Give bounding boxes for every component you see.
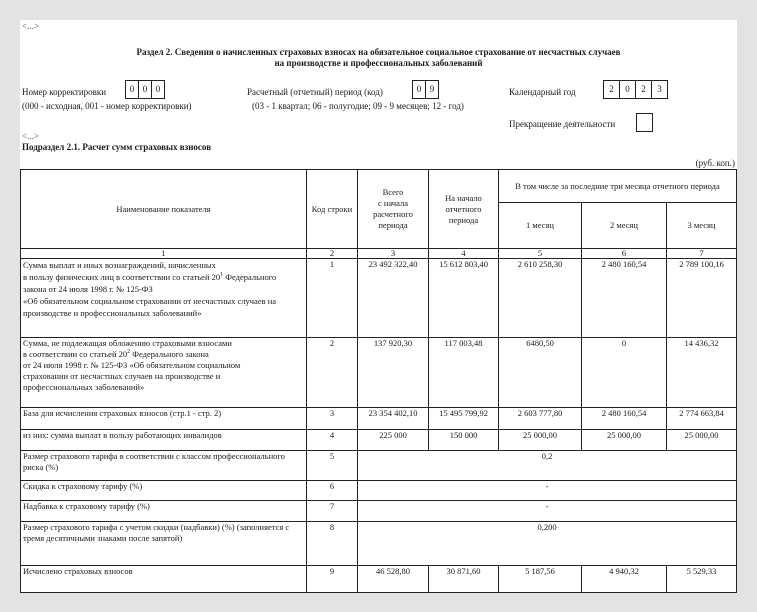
contributions-table [20,169,737,593]
row-9-month-3[interactable]: 5 529,33 [667,566,737,593]
row-2-total[interactable]: 137 920,30 [358,338,429,408]
period-label: Расчетный (отчетный) период (код) [247,87,383,97]
row-5-value[interactable]: 0,2 [358,451,737,481]
row-2-month-2[interactable]: 0 [582,338,667,408]
row-3-month-2[interactable]: 2 480 160,54 [582,408,667,430]
year-digit-1[interactable]: 2 [604,81,620,98]
correction-number-field[interactable] [125,80,165,99]
row-3-name: База для исчисления страховых взносов (стр.1 - стр. 2) [21,408,307,430]
year-digit-3[interactable]: 2 [636,81,652,98]
termination-label: Прекращение деятельности [509,119,616,129]
row-3-month-3[interactable]: 2 774 663,84 [667,408,737,430]
row-3-code: 3 [307,408,358,430]
correction-digit-3[interactable]: 0 [155,84,161,94]
section-title-line2: на производстве и профессиональных заболеваний [274,58,483,68]
row-1-code: 1 [307,259,358,338]
header-month-3: 3 месяц [667,203,737,249]
row-1-month-1[interactable]: 2 610 258,30 [499,259,582,338]
row-9-name: Исчислено страховых взносов [21,566,307,593]
row-4-code: 4 [307,430,358,451]
year-digit-4[interactable]: 3 [657,84,662,94]
header-total: Всего с начала расчетного периода [358,170,429,249]
row-4-month-2[interactable]: 25 000,00 [582,430,667,451]
row-3-total[interactable]: 23 354 402,10 [358,408,429,430]
header-name: Наименование показателя [21,170,307,249]
correction-digit-1[interactable]: 0 [126,81,139,98]
table-row [21,259,737,338]
row-7-code: 7 [307,501,358,522]
header-row-1 [21,170,737,203]
row-6-name: Скидка к страховому тарифу (%) [21,481,307,501]
row-4-month-3[interactable]: 25 000,00 [667,430,737,451]
subsection-title: Подраздел 2.1. Расчет сумм страховых взносов [22,142,212,152]
row-2-start[interactable]: 117 003,48 [429,338,499,408]
table-row [21,408,737,430]
row-1-start[interactable]: 15 612 803,40 [429,259,499,338]
section-title-line1: Раздел 2. Сведения о начисленных страховых взносах на обязательное социальное страхование от несчастных случаев [136,47,621,57]
table-row [21,430,737,451]
row-1-month-3[interactable]: 2 789 100,16 [667,259,737,338]
row-3-start[interactable]: 15 495 799,92 [429,408,499,430]
table-row [21,566,737,593]
header-period-start: На начало отчетного периода [429,170,499,249]
row-4-start[interactable]: 150 000 [429,430,499,451]
correction-hint: (000 - исходная, 001 - номер корректировки) [22,101,192,111]
form-sheet [20,20,737,592]
row-1-name: Сумма выплат и иных вознаграждений, начисленных в пользу физических лиц в соответствии со статьей $20^1$ Федерального закона от 24 июля 1998 г. № 125-ФЗ «Об обязательном социальном страховании от несчастных случаев на производстве и профессиональных заболеваний» [21,259,307,338]
row-3-month-1[interactable]: 2 603 777,80 [499,408,582,430]
mid-ellipsis: <...> [22,131,39,141]
termination-checkbox[interactable] [636,113,653,132]
row-2-month-1[interactable]: 6480,50 [499,338,582,408]
calendar-year-field[interactable] [603,80,668,99]
row-7-value[interactable]: - [358,501,737,522]
row-8-code: 8 [307,522,358,566]
year-digit-2[interactable]: 0 [620,81,636,98]
table-row [21,501,737,522]
row-1-total[interactable]: 23 492 322,40 [358,259,429,338]
row-4-month-1[interactable]: 25 000,00 [499,430,582,451]
row-8-value[interactable]: 0,200 [358,522,737,566]
row-6-value[interactable]: - [358,481,737,501]
row-1-month-2[interactable]: 2 480 160,54 [582,259,667,338]
row-7-name: Надбавка к страховому тарифу (%) [21,501,307,522]
correction-label: Номер корректировки [22,87,107,97]
row-4-name: из них: сумма выплат в пользу работающих инвалидов [21,430,307,451]
table-row [21,338,737,408]
period-digit-1[interactable]: 0 [413,81,426,98]
row-9-month-1[interactable]: 5 187,56 [499,566,582,593]
row-2-month-3[interactable]: 14 436,32 [667,338,737,408]
row-5-code: 5 [307,451,358,481]
row-2-code: 2 [307,338,358,408]
period-hint: (03 - 1 квартал; 06 - полугодие; 09 - 9 месяцев; 12 - год) [252,101,464,111]
table-row [21,451,737,481]
row-9-start[interactable]: 30 871,60 [429,566,499,593]
header-month-1: 1 месяц [499,203,582,249]
column-number-row: 1 2 3 4 5 6 7 [21,249,737,259]
row-5-name: Размер страхового тарифа в соответствии с классом профессионального риска (%) [21,451,307,481]
table-row [21,522,737,566]
row-4-total[interactable]: 225 000 [358,430,429,451]
header-code: Код строки [307,170,358,249]
row-6-code: 6 [307,481,358,501]
year-label: Календарный год [509,87,576,97]
header-month-2: 2 месяц [582,203,667,249]
row-9-total[interactable]: 46 528,80 [358,566,429,593]
row-2-name: Сумма, не подлежащая обложению страховыми взносами в соответствии со статьей $20^2$ Федерального закона от 24 июля 1998 г. № 125-ФЗ «Об обязательном социальном страховании от несчастных случаев на производстве и профессиональных заболеваний» [21,338,307,408]
correction-digit-2[interactable]: 0 [139,81,152,98]
row-9-month-2[interactable]: 4 940,32 [582,566,667,593]
period-digit-2[interactable]: 9 [429,84,435,94]
period-code-field[interactable] [412,80,439,99]
header-last-three-months: В том числе за последние три месяца отчетного периода [499,170,737,203]
units-label: (руб. коп.) [695,158,735,168]
row-8-name: Размер страхового тарифа с учетом скидки (надбавки) (%) (заполняется с тремя десятичными знаками после запятой) [21,522,307,566]
row-9-code: 9 [307,566,358,593]
top-ellipsis: <...> [22,21,39,31]
table-row [21,481,737,501]
